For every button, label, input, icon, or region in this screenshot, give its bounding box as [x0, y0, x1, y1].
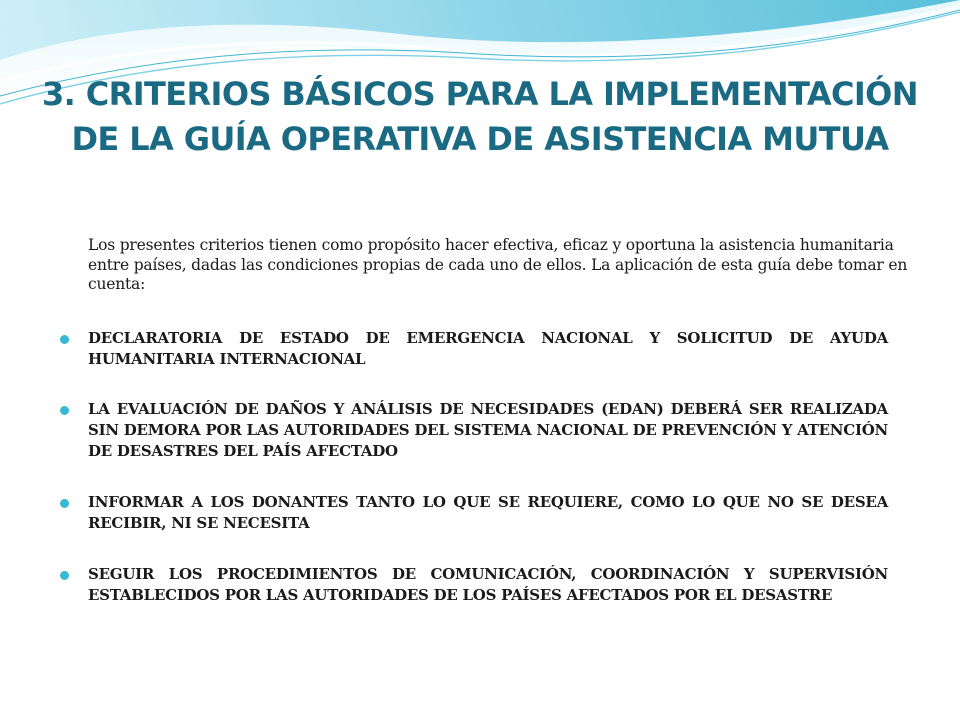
list-item	[60, 328, 920, 370]
bullet-dot-icon	[60, 499, 69, 508]
list-item-text: LA EVALUACIÓN DE DAÑOS Y ANÁLISIS DE NECESIDADES (EDAN) DEBERÁ SER REALIZADA SIN DEMORA POR LAS AUTORIDADES DEL SISTEMA NACIONAL DE PREVENCIÓN Y ATENCIÓN DE DESASTRES DEL PAÍS AFECTADO	[88, 400, 888, 460]
list-item	[60, 564, 920, 606]
bullet-dot-icon	[60, 335, 69, 344]
bullet-dot-icon	[60, 406, 69, 415]
list-item-text: SEGUIR LOS PROCEDIMIENTOS DE COMUNICACIÓN, COORDINACIÓN Y SUPERVISIÓN ESTABLECIDOS POR LAS AUTORIDADES DE LOS PAÍSES AFECTADOS POR EL DESASTRE	[88, 565, 888, 604]
slide-title: 3. CRITERIOS BÁSICOS PARA LA IMPLEMENTACIÓN DE LA GUÍA OPERATIVA DE ASISTENCIA MUTUA	[42, 75, 918, 158]
list-item-text: DECLARATORIA DE ESTADO DE EMERGENCIA NACIONAL Y SOLICITUD DE AYUDA HUMANITARIA INTERNACIONAL	[88, 329, 888, 368]
bullet-dot-icon	[60, 571, 69, 580]
list-item-text: INFORMAR A LOS DONANTES TANTO LO QUE SE REQUIERE, COMO LO QUE NO SE DESEA RECIBIR, NI SE NECESITA	[88, 493, 888, 532]
list-item	[60, 492, 920, 534]
list-item	[60, 399, 920, 462]
criteria-list	[60, 328, 920, 606]
intro-paragraph: Los presentes criterios tienen como propósito hacer efectiva, eficaz y oportuna la asistencia humanitaria entre países, dadas las condiciones propias de cada uno de ellos. La aplicación de esta guía debe tomar en cuenta:	[88, 236, 908, 293]
